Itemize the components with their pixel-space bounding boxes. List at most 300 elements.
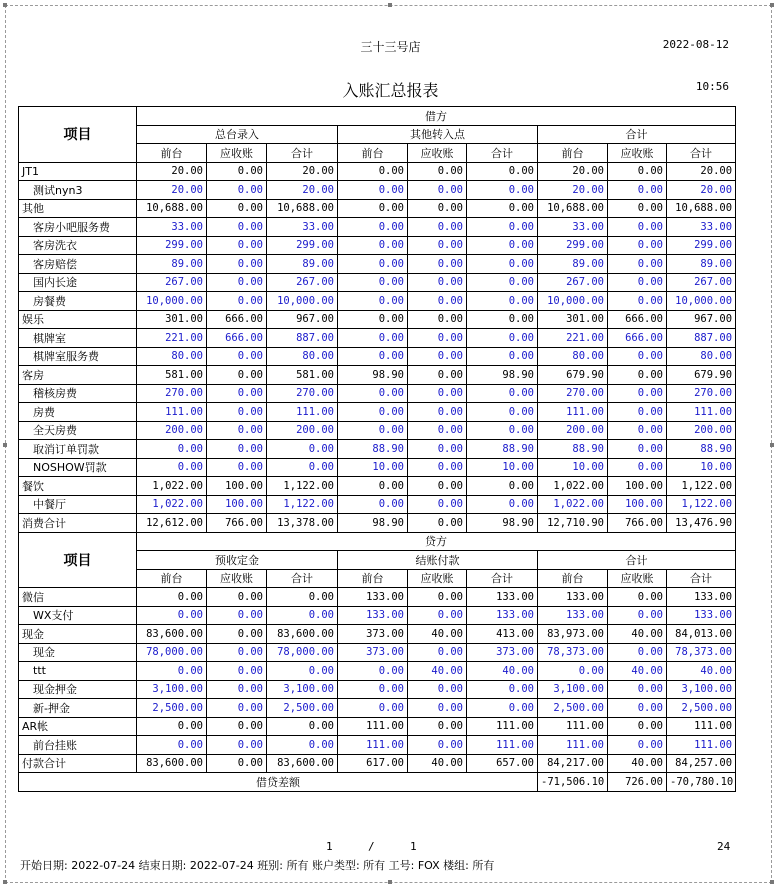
row-label: JT1 — [19, 162, 137, 181]
amount-cell: 88.90 — [467, 440, 538, 459]
amount-cell: 40.00 — [608, 754, 667, 773]
amount-cell: 0.00 — [338, 421, 408, 440]
row-label: 国内长途 — [19, 273, 137, 292]
amount-cell: 83,600.00 — [137, 625, 207, 644]
row-label: 客房 — [19, 366, 137, 385]
amount-cell: 200.00 — [137, 421, 207, 440]
amount-cell: 270.00 — [137, 384, 207, 403]
amount-cell: 1,122.00 — [667, 495, 736, 514]
amount-cell: 200.00 — [267, 421, 338, 440]
summary-table — [18, 106, 736, 792]
resize-handle[interactable] — [388, 880, 392, 884]
amount-cell: 0.00 — [207, 199, 267, 218]
amount-cell: 33.00 — [538, 218, 608, 237]
credit-header — [19, 532, 736, 588]
amount-cell: 0.00 — [608, 643, 667, 662]
amount-cell: 133.00 — [667, 606, 736, 625]
amount-cell: 0.00 — [408, 310, 467, 329]
table-row — [19, 625, 736, 644]
amount-cell: 0.00 — [137, 440, 207, 459]
amount-cell: 666.00 — [207, 329, 267, 348]
amount-cell: 0.00 — [467, 181, 538, 200]
row-label: NOSHOW罚款 — [19, 458, 137, 477]
page-separator: / — [368, 840, 375, 853]
amount-cell: 3,100.00 — [538, 680, 608, 699]
amount-cell: 20.00 — [538, 181, 608, 200]
amount-cell: 0.00 — [467, 495, 538, 514]
amount-cell: 0.00 — [467, 347, 538, 366]
amount-cell: 0.00 — [467, 236, 538, 255]
amount-cell: 0.00 — [408, 181, 467, 200]
amount-cell: 10.00 — [467, 458, 538, 477]
amount-cell: 98.90 — [338, 366, 408, 385]
amount-cell: 0.00 — [408, 199, 467, 218]
amount-cell: 111.00 — [137, 403, 207, 422]
amount-cell: 0.00 — [207, 162, 267, 181]
amount-cell: 0.00 — [338, 181, 408, 200]
amount-cell: 40.00 — [467, 662, 538, 681]
amount-cell: 0.00 — [137, 588, 207, 607]
resize-handle[interactable] — [770, 443, 774, 447]
amount-cell: 0.00 — [408, 514, 467, 533]
subcol-header: 前台 — [538, 569, 608, 588]
amount-cell: 267.00 — [137, 273, 207, 292]
subcol-header: 合计 — [667, 144, 736, 163]
amount-cell: 270.00 — [667, 384, 736, 403]
amount-cell: 10.00 — [667, 458, 736, 477]
amount-cell: 0.00 — [408, 680, 467, 699]
amount-cell: 0.00 — [338, 680, 408, 699]
amount-cell: 581.00 — [267, 366, 338, 385]
amount-cell: 0.00 — [137, 606, 207, 625]
amount-cell: 0.00 — [608, 255, 667, 274]
amount-cell: 0.00 — [267, 736, 338, 755]
amount-cell: 84,013.00 — [667, 625, 736, 644]
amount-cell: 0.00 — [207, 440, 267, 459]
amount-cell: 78,373.00 — [667, 643, 736, 662]
amount-cell: 0.00 — [608, 699, 667, 718]
amount-cell: 0.00 — [408, 477, 467, 496]
amount-cell: 83,973.00 — [538, 625, 608, 644]
difference-section — [19, 773, 736, 792]
amount-cell: 0.00 — [408, 236, 467, 255]
subcol-header: 合计 — [467, 569, 538, 588]
amount-cell: 1,122.00 — [267, 495, 338, 514]
amount-cell: 0.00 — [408, 458, 467, 477]
amount-cell: 10.00 — [338, 458, 408, 477]
amount-cell: 766.00 — [207, 514, 267, 533]
table-row — [19, 495, 736, 514]
amount-cell: 0.00 — [207, 421, 267, 440]
item-header: 项目 — [19, 532, 137, 588]
amount-cell: 301.00 — [538, 310, 608, 329]
row-label: WX支付 — [19, 606, 137, 625]
amount-cell: 0.00 — [338, 292, 408, 311]
table-row — [19, 606, 736, 625]
amount-cell: 200.00 — [538, 421, 608, 440]
page-total: 1 — [410, 840, 417, 853]
amount-cell: 3,100.00 — [267, 680, 338, 699]
amount-cell: 20.00 — [137, 162, 207, 181]
resize-handle[interactable] — [388, 3, 392, 7]
amount-cell: 0.00 — [267, 588, 338, 607]
amount-cell: 80.00 — [667, 347, 736, 366]
amount-cell: 2,500.00 — [538, 699, 608, 718]
amount-cell: 0.00 — [207, 292, 267, 311]
group-header: 预收定金 — [137, 551, 338, 570]
amount-cell: 0.00 — [467, 273, 538, 292]
amount-cell: 887.00 — [667, 329, 736, 348]
difference-value: -70,780.10 — [667, 773, 736, 792]
amount-cell: 88.90 — [338, 440, 408, 459]
row-label: 前台挂账 — [19, 736, 137, 755]
amount-cell: 299.00 — [538, 236, 608, 255]
amount-cell: 133.00 — [338, 588, 408, 607]
amount-cell: 967.00 — [267, 310, 338, 329]
amount-cell: 0.00 — [608, 162, 667, 181]
amount-cell: 270.00 — [267, 384, 338, 403]
amount-cell: 0.00 — [608, 421, 667, 440]
table-row — [19, 421, 736, 440]
amount-cell: 83,600.00 — [137, 754, 207, 773]
amount-cell: 0.00 — [608, 347, 667, 366]
resize-handle[interactable] — [770, 3, 774, 7]
amount-cell: 3,100.00 — [137, 680, 207, 699]
amount-cell: 0.00 — [408, 366, 467, 385]
amount-cell: 10,688.00 — [667, 199, 736, 218]
table-row — [19, 329, 736, 348]
difference-label: 借贷差额 — [19, 773, 538, 792]
subcol-header: 前台 — [338, 144, 408, 163]
subcol-header: 应收账 — [408, 569, 467, 588]
row-label: 消费合计 — [19, 514, 137, 533]
table-row — [19, 366, 736, 385]
amount-cell: 267.00 — [667, 273, 736, 292]
subcol-header: 合计 — [267, 144, 338, 163]
row-label: 棋牌室服务费 — [19, 347, 137, 366]
amount-cell: 0.00 — [207, 680, 267, 699]
amount-cell: 78,000.00 — [137, 643, 207, 662]
table-row — [19, 736, 736, 755]
amount-cell: 89.00 — [667, 255, 736, 274]
amount-cell: 1,022.00 — [538, 477, 608, 496]
amount-cell: 133.00 — [538, 588, 608, 607]
resize-handle[interactable] — [770, 880, 774, 884]
amount-cell: 0.00 — [408, 717, 467, 736]
amount-cell: 967.00 — [667, 310, 736, 329]
amount-cell: 666.00 — [608, 310, 667, 329]
amount-cell: 0.00 — [338, 162, 408, 181]
subcol-header: 前台 — [137, 569, 207, 588]
amount-cell: 2,500.00 — [667, 699, 736, 718]
group-header: 其他转入点 — [338, 125, 538, 144]
amount-cell: 111.00 — [667, 403, 736, 422]
table-row — [19, 199, 736, 218]
row-label: 客房小吧服务费 — [19, 218, 137, 237]
amount-cell: 133.00 — [338, 606, 408, 625]
subcol-header: 前台 — [538, 144, 608, 163]
amount-cell: 0.00 — [338, 699, 408, 718]
amount-cell: 133.00 — [467, 588, 538, 607]
amount-cell: 20.00 — [267, 162, 338, 181]
amount-cell: 10,000.00 — [667, 292, 736, 311]
amount-cell: 84,217.00 — [538, 754, 608, 773]
amount-cell: 0.00 — [267, 662, 338, 681]
amount-cell: 0.00 — [408, 273, 467, 292]
amount-cell: 0.00 — [207, 458, 267, 477]
amount-cell: 0.00 — [608, 680, 667, 699]
resize-handle[interactable] — [3, 443, 7, 447]
amount-cell: 0.00 — [207, 625, 267, 644]
debit-header — [19, 107, 736, 163]
amount-cell: 0.00 — [408, 384, 467, 403]
amount-cell: 887.00 — [267, 329, 338, 348]
amount-cell: 413.00 — [467, 625, 538, 644]
row-label: 客房洗衣 — [19, 236, 137, 255]
amount-cell: 1,022.00 — [538, 495, 608, 514]
amount-cell: 133.00 — [667, 588, 736, 607]
table-row — [19, 440, 736, 459]
amount-cell: 267.00 — [267, 273, 338, 292]
amount-cell: 12,710.90 — [538, 514, 608, 533]
row-label: 房费 — [19, 403, 137, 422]
difference-value: -71,506.10 — [538, 773, 608, 792]
table-row — [19, 717, 736, 736]
amount-cell: 100.00 — [207, 495, 267, 514]
amount-cell: 3,100.00 — [667, 680, 736, 699]
amount-cell: 0.00 — [408, 643, 467, 662]
amount-cell: 0.00 — [467, 292, 538, 311]
amount-cell: 20.00 — [267, 181, 338, 200]
amount-cell: 373.00 — [338, 643, 408, 662]
amount-cell: 111.00 — [667, 736, 736, 755]
table-row — [19, 181, 736, 200]
amount-cell: 200.00 — [667, 421, 736, 440]
amount-cell: 0.00 — [608, 199, 667, 218]
amount-cell: 0.00 — [608, 736, 667, 755]
subcol-header: 前台 — [338, 569, 408, 588]
amount-cell: 10,688.00 — [538, 199, 608, 218]
amount-cell: 33.00 — [267, 218, 338, 237]
subcol-header: 前台 — [137, 144, 207, 163]
row-label: ttt — [19, 662, 137, 681]
amount-cell: 0.00 — [467, 162, 538, 181]
amount-cell: 617.00 — [338, 754, 408, 773]
difference-row — [19, 773, 736, 792]
amount-cell: 111.00 — [667, 717, 736, 736]
amount-cell: 0.00 — [467, 421, 538, 440]
row-label: 中餐厅 — [19, 495, 137, 514]
amount-cell: 80.00 — [137, 347, 207, 366]
subcol-header: 合计 — [267, 569, 338, 588]
amount-cell: 0.00 — [338, 384, 408, 403]
amount-cell: 270.00 — [538, 384, 608, 403]
row-label: 棋牌室 — [19, 329, 137, 348]
amount-cell: 0.00 — [338, 273, 408, 292]
amount-cell: 0.00 — [338, 347, 408, 366]
amount-cell: 0.00 — [207, 218, 267, 237]
amount-cell: 0.00 — [338, 329, 408, 348]
amount-cell: 666.00 — [207, 310, 267, 329]
difference-value: 726.00 — [608, 773, 667, 792]
amount-cell: 111.00 — [538, 736, 608, 755]
table-row — [19, 384, 736, 403]
amount-cell: 373.00 — [338, 625, 408, 644]
amount-cell: 581.00 — [137, 366, 207, 385]
subcol-header: 合计 — [667, 569, 736, 588]
amount-cell: 0.00 — [338, 477, 408, 496]
table-row — [19, 514, 736, 533]
amount-cell: 0.00 — [608, 384, 667, 403]
table-row — [19, 643, 736, 662]
amount-cell: 299.00 — [667, 236, 736, 255]
table-row — [19, 310, 736, 329]
amount-cell: 0.00 — [207, 588, 267, 607]
amount-cell: 13,476.90 — [667, 514, 736, 533]
report-title: 入账汇总报表 — [342, 81, 439, 100]
amount-cell: 0.00 — [608, 606, 667, 625]
amount-cell: 0.00 — [608, 218, 667, 237]
amount-cell: 0.00 — [608, 236, 667, 255]
row-label: 现金 — [19, 625, 137, 644]
group-header: 总台录入 — [137, 125, 338, 144]
amount-cell: 0.00 — [207, 717, 267, 736]
amount-cell: 0.00 — [467, 403, 538, 422]
row-label: 其他 — [19, 199, 137, 218]
amount-cell: 83,600.00 — [267, 625, 338, 644]
group-header: 合计 — [538, 551, 736, 570]
amount-cell: 0.00 — [137, 458, 207, 477]
amount-cell: 0.00 — [338, 218, 408, 237]
amount-cell: 13,378.00 — [267, 514, 338, 533]
amount-cell: 0.00 — [207, 273, 267, 292]
amount-cell: 111.00 — [338, 717, 408, 736]
table-row — [19, 403, 736, 422]
amount-cell: 679.90 — [667, 366, 736, 385]
amount-cell: 0.00 — [207, 255, 267, 274]
row-label: 稽核房费 — [19, 384, 137, 403]
amount-cell: 0.00 — [408, 440, 467, 459]
subcol-header: 合计 — [467, 144, 538, 163]
amount-cell: 0.00 — [408, 588, 467, 607]
amount-cell: 0.00 — [408, 162, 467, 181]
amount-cell: 10,000.00 — [538, 292, 608, 311]
amount-cell: 0.00 — [467, 477, 538, 496]
group-header: 结账付款 — [338, 551, 538, 570]
amount-cell: 0.00 — [137, 662, 207, 681]
amount-cell: 88.90 — [667, 440, 736, 459]
amount-cell: 0.00 — [408, 218, 467, 237]
amount-cell: 100.00 — [207, 477, 267, 496]
amount-cell: 98.90 — [467, 366, 538, 385]
amount-cell: 0.00 — [608, 366, 667, 385]
table-row — [19, 236, 736, 255]
amount-cell: 0.00 — [338, 495, 408, 514]
table-row — [19, 347, 736, 366]
amount-cell: 0.00 — [267, 458, 338, 477]
amount-cell: 89.00 — [137, 255, 207, 274]
row-label: 微信 — [19, 588, 137, 607]
resize-handle[interactable] — [3, 3, 7, 7]
amount-cell: 221.00 — [538, 329, 608, 348]
amount-cell: 0.00 — [338, 199, 408, 218]
amount-cell: 0.00 — [137, 736, 207, 755]
amount-cell: 1,122.00 — [667, 477, 736, 496]
row-label: 现金押金 — [19, 680, 137, 699]
amount-cell: 133.00 — [467, 606, 538, 625]
resize-handle[interactable] — [3, 880, 7, 884]
table-row — [19, 662, 736, 681]
amount-cell: 78,000.00 — [267, 643, 338, 662]
amount-cell: 666.00 — [608, 329, 667, 348]
subcol-header: 应收账 — [408, 144, 467, 163]
amount-cell: 111.00 — [267, 403, 338, 422]
amount-cell: 0.00 — [538, 662, 608, 681]
amount-cell: 84,257.00 — [667, 754, 736, 773]
amount-cell: 0.00 — [207, 384, 267, 403]
subcol-header: 应收账 — [207, 569, 267, 588]
amount-cell: 0.00 — [467, 310, 538, 329]
amount-cell: 0.00 — [207, 366, 267, 385]
amount-cell: 0.00 — [408, 699, 467, 718]
amount-cell: 679.90 — [538, 366, 608, 385]
amount-cell: 0.00 — [467, 384, 538, 403]
amount-cell: 0.00 — [207, 699, 267, 718]
amount-cell: 0.00 — [338, 403, 408, 422]
amount-cell: 10,000.00 — [137, 292, 207, 311]
amount-cell: 0.00 — [467, 255, 538, 274]
report-time: 10:56 — [695, 80, 729, 93]
amount-cell: 0.00 — [267, 606, 338, 625]
amount-cell: 0.00 — [207, 347, 267, 366]
amount-cell: 0.00 — [207, 606, 267, 625]
amount-cell: 111.00 — [338, 736, 408, 755]
row-label: AR帐 — [19, 717, 137, 736]
credit-rows — [19, 588, 736, 773]
subcol-header: 应收账 — [608, 569, 667, 588]
amount-cell: 40.00 — [608, 625, 667, 644]
amount-cell: 0.00 — [207, 236, 267, 255]
amount-cell: 0.00 — [408, 403, 467, 422]
amount-cell: 1,022.00 — [137, 477, 207, 496]
row-label: 付款合计 — [19, 754, 137, 773]
row-label: 新-押金 — [19, 699, 137, 718]
amount-cell: 78,373.00 — [538, 643, 608, 662]
amount-cell: 88.90 — [538, 440, 608, 459]
amount-cell: 221.00 — [137, 329, 207, 348]
table-row — [19, 754, 736, 773]
amount-cell: 0.00 — [608, 273, 667, 292]
subcol-header: 应收账 — [608, 144, 667, 163]
table-row — [19, 458, 736, 477]
amount-cell: 0.00 — [338, 236, 408, 255]
item-header: 项目 — [19, 107, 137, 163]
amount-cell: 100.00 — [608, 495, 667, 514]
amount-cell: 766.00 — [608, 514, 667, 533]
table-row — [19, 588, 736, 607]
amount-cell: 40.00 — [667, 662, 736, 681]
table-row — [19, 292, 736, 311]
amount-cell: 20.00 — [667, 181, 736, 200]
amount-cell: 0.00 — [267, 440, 338, 459]
amount-cell: 0.00 — [408, 255, 467, 274]
amount-cell: 0.00 — [608, 403, 667, 422]
amount-cell: 40.00 — [608, 662, 667, 681]
amount-cell: 98.90 — [467, 514, 538, 533]
amount-cell: 0.00 — [408, 329, 467, 348]
store-name: 三十三号店 — [360, 40, 421, 54]
table-row — [19, 162, 736, 181]
